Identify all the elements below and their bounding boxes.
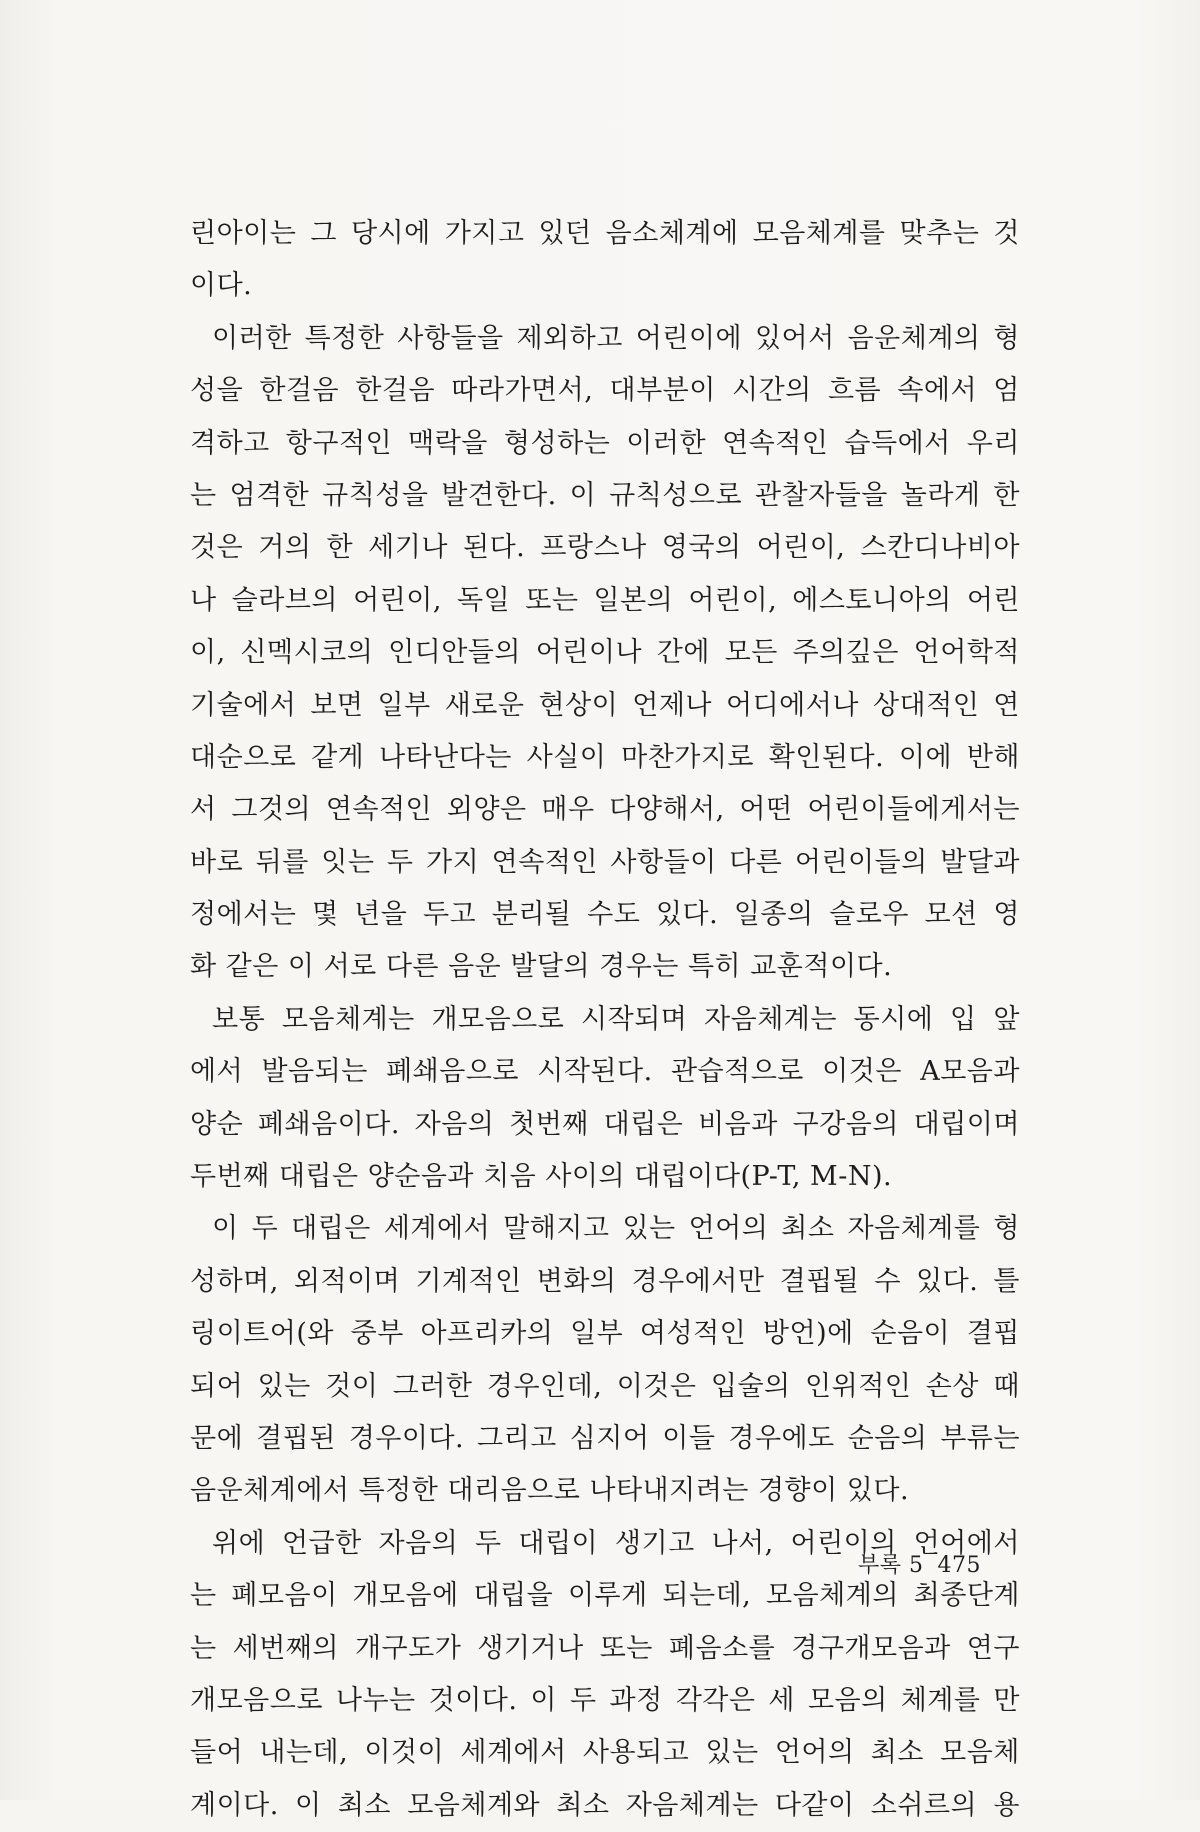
text-line: 에서 발음되는 폐쇄음으로 시작된다. 관습적으로 이것은 A모음과 [190, 1056, 1020, 1088]
text-line: 성을 한걸음 한걸음 따라가면서, 대부분이 시간의 흐름 속에서 엄 [190, 375, 1020, 407]
text-line: 개모음으로 나누는 것이다. 이 두 과정 각각은 세 모음의 체계를 만 [190, 1684, 1020, 1716]
section-label: 부록 5 [858, 1553, 924, 1578]
page-number: 475 [937, 1553, 981, 1578]
text-line: 린아이는 그 당시에 가지고 있던 음소체계에 모음체계를 맞추는 것 [190, 218, 1020, 249]
text-line: 되어 있는 것이 그러한 경우인데, 이것은 입술의 인위적인 손상 때 [190, 1370, 1020, 1402]
text-line: 정에서는 몇 년을 두고 분리될 수도 있다. 일종의 슬로우 모션 영 [190, 899, 1020, 931]
text-line: 는 폐모음이 개모음에 대립을 이루게 되는데, 모음체계의 최종단계 [190, 1580, 1020, 1612]
text-line: 격하고 항구적인 맥락을 형성하는 이러한 연속적인 습득에서 우리 [190, 427, 1020, 459]
body-text [190, 208, 1020, 1832]
text-line: 양순 폐쇄음이다. 자음의 첫번째 대립은 비음과 구강음의 대립이며 [190, 1108, 1020, 1140]
text-line: 화 같은 이 서로 다른 음운 발달의 경우는 특히 교훈적이다. [190, 951, 893, 983]
text-line: 두번째 대립은 양순음과 치음 사이의 대립이다(P-T, M-N). [190, 1161, 893, 1193]
text-line: 들어 내는데, 이것이 세계에서 사용되고 있는 언어의 최소 모음체 [190, 1737, 1020, 1769]
text-line: 위에 언급한 자음의 두 대립이 생기고 나서, 어린이의 언어에서 [212, 1527, 1020, 1559]
text-line: 보통 모음체계는 개모음으로 시작되며 자음체계는 동시에 입 앞 [212, 1003, 1020, 1035]
text-line: 는 세번째의 개구도가 생기거나 또는 폐음소를 경구개모음과 연구 [190, 1632, 1020, 1664]
text-line: 이 두 대립은 세계에서 말해지고 있는 언어의 최소 자음체계를 형 [212, 1213, 1020, 1245]
text-line: 대순으로 같게 나타난다는 사실이 마찬가지로 확인된다. 이에 반해 [190, 741, 1020, 773]
text-line: 이러한 특정한 사항들을 제외하고 어린이에 있어서 음운체계의 형 [212, 322, 1020, 354]
text-line: 이, 신멕시코의 인디안들의 어린이나 간에 모든 주의깊은 언어학적 [190, 637, 1020, 669]
text-line: 것은 거의 한 세기나 된다. 프랑스나 영국의 어린이, 스칸디나비아 [190, 532, 1020, 564]
text-line: 음운체계에서 특정한 대리음으로 나타내지려는 경향이 있다. [190, 1475, 910, 1507]
text-line: 문에 결핍된 경우이다. 그리고 심지어 이들 경우에도 순음의 부류는 [190, 1422, 1020, 1454]
page-footer [858, 1548, 995, 1579]
text-line: 계이다. 이 최소 모음체계와 최소 자음체계는 다같이 소쉬르의 용 [190, 1789, 1020, 1821]
text-line: 바로 뒤를 잇는 두 가지 연속적인 사항들이 다른 어린이들의 발달과 [190, 846, 1020, 878]
text-line: 기술에서 보면 일부 새로운 현상이 언제나 어디에서나 상대적인 연 [190, 689, 1020, 721]
text-line: 링이트어(와 중부 아프리카의 일부 여성적인 방언)에 순음이 결핍 [190, 1318, 1020, 1350]
text-line: 는 엄격한 규칙성을 발견한다. 이 규칙성으로 관찰자들을 놀라게 한 [190, 479, 1020, 511]
text-line: 서 그것의 연속적인 외양은 매우 다양해서, 어떤 어린이들에게서는 [190, 794, 1020, 826]
text-line: 성하며, 외적이며 기계적인 변화의 경우에서만 결핍될 수 있다. 틀 [190, 1265, 1020, 1297]
text-line: 나 슬라브의 어린이, 독일 또는 일본의 어린이, 에스토니아의 어린 [190, 584, 1020, 616]
text-line: 이다. [190, 270, 253, 302]
